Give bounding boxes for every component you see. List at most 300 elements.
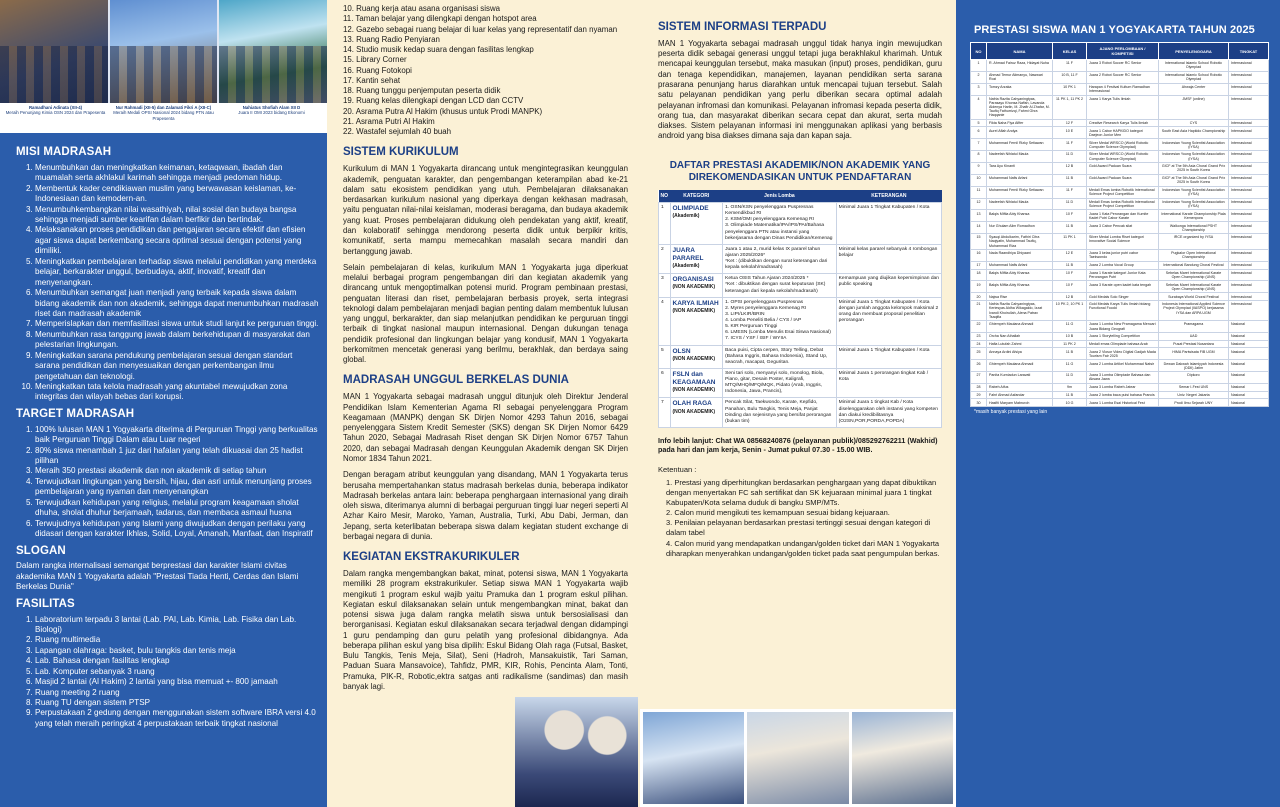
- cell-kategori: [670, 274, 723, 297]
- cell-no: 4: [971, 95, 987, 119]
- cell-kelas: 11 D: [1053, 151, 1087, 163]
- table-row: [971, 332, 1269, 340]
- list-item: 19. Ruang kelas dilengkapi dengan LCD dan CCTV: [343, 96, 524, 106]
- cell-no: 1: [971, 60, 987, 72]
- cell-no: 4: [659, 297, 671, 345]
- cell-no: 28: [971, 383, 987, 391]
- list-item: 3. Lapangan olahraga: basket, bulu tangkis dan tenis meja: [35, 646, 319, 656]
- panel-sistem-informasi: [640, 0, 956, 807]
- cell-ajang: Silver Medal Lomba Riset kategori Innovative Social Science: [1087, 234, 1159, 250]
- cell-kelas: 10 PK 2, 10 PK 1: [1053, 301, 1087, 321]
- students-photo: [515, 697, 638, 807]
- cell-tingkat: Internasional: [1229, 250, 1269, 262]
- list-item: 3. Penilaian pelayanan berdasarkan prestasi tertinggi sesuai dengan kategori di dalam tabel: [666, 518, 931, 538]
- cell-no: 19: [971, 281, 987, 293]
- photo-award-3: [219, 0, 327, 103]
- table-row: [971, 281, 1269, 293]
- cell-nama: Balqis Miftia Abiy Khansa: [987, 281, 1053, 293]
- cell-kategori: [670, 297, 723, 345]
- cell-no: 9: [971, 163, 987, 175]
- cell-tingkat: Internasional: [1229, 234, 1269, 250]
- list-item: 1. Laboratorium terpadu 3 lantai (Lab. PAI, Lab. Kimia, Lab. Fisika dan Lab. Biologi): [35, 615, 319, 636]
- cell-nama: Muhammad Nafis Arfani: [987, 261, 1053, 269]
- list-item: 15. Library Corner: [343, 55, 407, 65]
- cell-penyelenggara: GICF at The 5th Asia Choral Grand Prix 2025 in South Korea: [1159, 174, 1229, 186]
- table-row: [659, 244, 942, 274]
- kategori-sub: (NON AKADEMIK): [672, 284, 716, 291]
- panel-misi: [0, 0, 327, 807]
- table-row: [971, 60, 1269, 72]
- fasilitas-lanjut-list: [343, 4, 628, 137]
- cell-no: 6: [971, 127, 987, 139]
- cell-no: 2: [971, 71, 987, 83]
- table-row: [971, 83, 1269, 95]
- cell-penyelenggara: IRCE organized by IYSA: [1159, 234, 1229, 250]
- cell-penyelenggara: International Islamic School Robotic Olympiad: [1159, 60, 1229, 72]
- cell-tingkat: Nasional: [1229, 360, 1269, 372]
- cell-kategori: [670, 244, 723, 274]
- ekstra-heading: KEGIATAN EKSTRAKURIKULER: [343, 551, 520, 564]
- cell-penyelenggara: Pusat Prestasi Nusantara: [1159, 340, 1229, 348]
- cell-no: 27: [971, 372, 987, 384]
- cell-penyelenggara: GICF at The 5th Asia Choral Grand Prix 2025 in South Korea: [1159, 163, 1229, 175]
- cell-no: 26: [971, 360, 987, 372]
- cell-no: 10: [971, 174, 987, 186]
- cell-ajang: Gold Award Paduan Suara: [1087, 163, 1159, 175]
- kurikulum-paragraph: Selain pembelajaran di kelas, kurikulum MAN 1 Yogyakarta juga diperkuat melalui berbagai program pengembangan diri dan kegiatan akademik yang dirancang untuk mengoptimalkan potensi murid. Program pembinaan prestasi, penguatan literasi dan riset, pembelajaran berbasis proyek, serta integrasi teknologi dalam pembelajaran menjadi bagian penting dalam membentuk lulusan yang unggul, berkarakter, dan siap melanjutkan pendidikan ke perguruan tinggi terbaik di tingkat nasional maupun internasional. Dengan dukungan tenaga pendidik profesional dan lingkungan belajar yang kondusif, MAN 1 Yogyakarta berkomitmen mencetak generasi yang berilmu, berakhlak, dan berdaya saing global.: [343, 262, 628, 365]
- cell-tingkat: Nasional: [1229, 399, 1269, 407]
- table-row: [659, 368, 942, 398]
- cell-keterangan: Minimal Juara 1 perorangan tingkat Kab / Kota: [836, 368, 941, 398]
- cell-ajang: Juara 1 Cabor HAPKIDO kategori Daejeon Junior Men: [1087, 127, 1159, 139]
- cell-no: 2: [659, 244, 671, 274]
- cell-no: 21: [971, 301, 987, 321]
- cell-tingkat: Internasional: [1229, 186, 1269, 198]
- kategori-sub: (NON AKADEMIK): [672, 387, 716, 394]
- cell-penyelenggara: Sebelas Maret International Karate Open Championship (UNS): [1159, 281, 1229, 293]
- cell-tingkat: Internasional: [1229, 269, 1269, 281]
- cell-ajang: Gold Medals Karya Tulis Ilmiah bidang Functional Foodd: [1087, 301, 1159, 321]
- photo-caption: Nahiatus Shofiah Alam XII D Juara II OMI 2023 bidang Ekonomi: [238, 105, 305, 116]
- list-item: 2. Calon murid mengikuti tes kemampuan sesuai bidang kejuaraan.: [666, 508, 890, 518]
- cell-nama: Annaya Ardini Afsiya: [987, 348, 1053, 360]
- cell-ajang: Gold Award Paduan Suara: [1087, 174, 1159, 186]
- cell-kelas: 11 F: [1053, 139, 1087, 151]
- cell-no: 16: [971, 250, 987, 262]
- cell-penyelenggara: Indonesian Young Scientist Association (IYSA): [1159, 151, 1229, 163]
- cell-tingkat: Internasional: [1229, 261, 1269, 269]
- table-row: [971, 391, 1269, 399]
- list-item: 7. Ruang meeting 2 ruang: [35, 688, 319, 698]
- table-row: [971, 340, 1269, 348]
- cell-jenis: Ketua OSIS Tahun Ajaran 2024/2025 * *Ket : dibuktikan dengan surat keputusan (SK) keterangan dari kepala sekolah/madrasah): [723, 274, 837, 297]
- cell-penyelenggara: Ahwaja Center: [1159, 83, 1229, 95]
- list-item: 8. Menumbuhkan rasa tanggung jawab dalam berkehidupan di masyarakat dan pelestarian lingkungan.: [35, 330, 319, 351]
- cell-kelas: 11 PK 1: [1053, 234, 1087, 250]
- list-item: 13. Ruang Radio Penyiaran: [343, 34, 440, 44]
- list-item: 8. Ruang TU dengan sistem PTSP: [35, 698, 319, 708]
- cell-kelas: 12 B: [1053, 293, 1087, 301]
- cell-nama: Tara Ayu Kinanti: [987, 163, 1053, 175]
- cell-no: 30: [971, 399, 987, 407]
- list-item: 3. Menumbuhkembangkan nilai wasathiyah, nilai sosial dan budaya bangsa sehingga menjadi sumber kearifan dalam berfikir dan bertindak.: [35, 205, 319, 226]
- list-item: 1. Menumbuhkan dan meningkatkan keimanan, ketaqwaan, ibadah dan muamalah serta akhlakul karimah sehingga menjadi pedoman hidup.: [35, 163, 319, 184]
- cell-no: 13: [971, 210, 987, 222]
- cell-nama: Balqis Miftia Abiy Khansa: [987, 210, 1053, 222]
- cell-ajang: Juara 2 Robot Soccer RC Senior: [1087, 71, 1159, 83]
- table-row: [971, 383, 1269, 391]
- info-kontak: Info lebih lanjut: Chat WA 08568240876 (pelayanan publik)/085292762211 (Wakhid) pada hari dan jam kerja, Senin - Jumat pukul 07.30 - 15.00 WIB.: [658, 435, 938, 455]
- cell-no: 20: [971, 293, 987, 301]
- list-item: 14. Studio musik kedap suara dengan fasilitas lengkap: [343, 45, 534, 55]
- table-row: [971, 119, 1269, 127]
- daftar-prestasi-title: DAFTAR PRESTASI AKADEMIK/NON AKADEMIK YANG DIREKOMENDASIKAN UNTUK PENDAFTARAN: [669, 159, 931, 183]
- cell-tingkat: Internasional: [1229, 95, 1269, 119]
- cell-no: 24: [971, 340, 987, 348]
- cell-tingkat: Internasional: [1229, 139, 1269, 151]
- cell-nama: Fahri Ahmad Asfandar: [987, 391, 1053, 399]
- cell-no: 29: [971, 391, 987, 399]
- table-header: NO: [971, 43, 987, 60]
- cell-nama: Nadeefah Nihlatul Maula: [987, 198, 1053, 210]
- cell-no: 15: [971, 234, 987, 250]
- cell-ajang: Harapan 4 Festival Kultum Ramadhan Internasional: [1087, 83, 1159, 95]
- cell-penyelenggara: Indonesian Young Scientist Association (IYSA): [1159, 139, 1229, 151]
- kategori-name: ORGANISASI: [672, 276, 714, 284]
- cell-keterangan: Kemampuan yang diujikan kepemimpinan dan public speaking: [836, 274, 941, 297]
- cell-nama: Muhammad Nafis Arfani: [987, 174, 1053, 186]
- kurikulum-paragraph: Kurikulum di MAN 1 Yogyakarta dirancang untuk mengintegrasikan keunggulan akademik, penguatan karakter, dan pengembangan keterampilan abad ke-21 dalam satu ekosistem pendidikan yang utuh. Pembelajaran dilaksanakan berdasarkan kurikulum nasional yang diperkaya dengan kekhasan madrasah, yaitu penguatan nilai-nilai keislaman, moderasi beragama, dan budaya akademik yang kuat. Proses pembelajaran didukung oleh pendekatan yang aktif, kreatif, dan kolaboratif sehingga mendorong peserta didik untuk berpikir kritis, komunikatif, serta mampu memecahkan masalah secara mandiri dan bertanggung jawab.: [343, 164, 628, 256]
- cell-tingkat: Internasional: [1229, 119, 1269, 127]
- kurikulum-heading: SISTEM KURIKULUM: [343, 146, 459, 159]
- table-row: [971, 222, 1269, 234]
- list-item: 2. Ruang multimedia: [35, 635, 319, 645]
- table-row: [659, 203, 942, 245]
- cell-kelas: 10 B: [1053, 332, 1087, 340]
- cell-tingkat: Internasional: [1229, 83, 1269, 95]
- table-row: [659, 398, 942, 428]
- kategori-name: OLAH RAGA: [672, 400, 712, 408]
- kategori-name: OLSN: [672, 347, 691, 355]
- list-item: 21. Asrama Putri Al Hakim: [343, 116, 435, 126]
- cell-no: 1: [659, 203, 671, 245]
- cell-nama: Muhammad Fernil Rizky Setiawan: [987, 139, 1053, 151]
- cell-kelas: 11 F: [1053, 60, 1087, 72]
- list-item: 5. Lab. Komputer sebanyak 3 ruang: [35, 667, 319, 677]
- target-list: [26, 425, 319, 540]
- cell-ajang: Juara 2 lomba baca puisi bahasa Prancis: [1087, 391, 1159, 399]
- list-item: 17. Kantin sehat: [343, 75, 401, 85]
- list-item: 1. 100% lulusan MAN 1 Yogyakarta diterima di Perguruan Tinggi yang berkualitas baik Perguruan Tinggi Dalam atau Luar negeri: [35, 425, 319, 446]
- cell-kelas: 11 B: [1053, 174, 1087, 186]
- cell-ajang: Juara 1 Lomba New Pramagama Mencari Juara Bidang Geografi: [1087, 321, 1159, 333]
- table-row: [659, 274, 942, 297]
- list-item: 22. Wastafel sejumlah 40 buah: [343, 127, 452, 137]
- cell-tingkat: Internasional: [1229, 71, 1269, 83]
- cell-penyelenggara: South East Asia Hapkido Championship: [1159, 127, 1229, 139]
- cell-ajang: Juara 2 Lomba Vocal Group: [1087, 261, 1159, 269]
- cell-kelas: 11 B: [1053, 348, 1087, 360]
- cell-kategori: [670, 368, 723, 398]
- cell-kelas: 11 B: [1053, 391, 1087, 399]
- slogan-heading: SLOGAN: [16, 544, 66, 557]
- cell-penyelenggara: Sebelas Maret International Karate Open Championship (UNS): [1159, 269, 1229, 281]
- table-header: KETERANGAN: [836, 190, 941, 203]
- cell-tingkat: Internasional: [1229, 127, 1269, 139]
- cell-nama: Hasfiti Maryam Mabruroh: [987, 399, 1053, 407]
- cell-kelas: 11 F: [1053, 186, 1087, 198]
- cell-penyelenggara: Pramagama: [1159, 321, 1229, 333]
- cell-no: 12: [971, 198, 987, 210]
- footnote: *masih banyak prestasi yang lain: [974, 409, 1048, 416]
- cell-tingkat: Internasional: [1229, 151, 1269, 163]
- cell-kategori: [670, 345, 723, 368]
- cell-nama: Rabeh Aifus: [987, 383, 1053, 391]
- ketentuan-title: Ketentuan :: [658, 464, 697, 474]
- prestasi-table: [970, 42, 1269, 407]
- cell-nama: Tomzy Arzaka: [987, 83, 1053, 95]
- daftar-prestasi-table: [658, 190, 942, 428]
- list-item: 6. Terwujudnya kehidupan yang Islami yang diwujudkan dengan perilaku yang didasari dengan karakter Ikhlas, Solid, Loyal, Amanah, Manfaat, dan Inspiratif: [35, 519, 319, 540]
- cell-no: 5: [971, 119, 987, 127]
- cell-nama: Ghiempeh Maulana Ahmadi: [987, 360, 1053, 372]
- cell-jenis: 1. OPSI penyelenggara Puspresnas 2. Myres penyelenggara Kemenag RI 3. LIPI/LKIR/BRIN 4. Lomba Peneliti Belia / CYS / IAP 5. KIR Perguruan Tinggi 6. LMESN (Lomba Menulis Esai Siswa Nasional) 7. ICYS / YSF / ISIF / WYIIA: [723, 297, 837, 345]
- cell-nama: Hafia Lutufah Zahmi: [987, 340, 1053, 348]
- list-item: 6. Masjid 2 lantai (Al Hakim) 2 lantai yang bisa memuat +- 800 jamaah: [35, 677, 319, 687]
- photo-award-1: [0, 0, 108, 103]
- cell-nama: Nur Ghulam Alim Romadhon: [987, 222, 1053, 234]
- cell-penyelenggara: Pugkalor Open International Championship: [1159, 250, 1229, 262]
- cell-nama: Nadeefah Nihlatul Maula: [987, 151, 1053, 163]
- cell-no: 14: [971, 222, 987, 234]
- cell-kelas: 11 B: [1053, 261, 1087, 269]
- ketentuan-list: [658, 478, 942, 559]
- photo-lab: [852, 712, 953, 804]
- cell-ajang: Gold Medals Solo Singer: [1087, 293, 1159, 301]
- photo-caption: Ramadhani Adinata (XII-4) Meraih Penunjang Kimia OSN 2024 dan Prapesenta: [5, 105, 106, 116]
- cell-jenis: Seni tari solo, menyanyi solo, monolog, Biola, Piano, gitar, Desain Poster, Kaligrafi, MTQ/MHQ/MFQ/MQK, Pidato (Arab, Inggris, Indonesia, Jawa, Prancis),: [723, 368, 837, 398]
- cell-kelas: 11 B: [1053, 222, 1087, 234]
- cell-no: 7: [971, 139, 987, 151]
- cell-penyelenggara: HIMA Pariwisata FIB UGM: [1159, 348, 1229, 360]
- list-item: 4. Lab. Bahasa dengan fasilitas lengkap: [35, 656, 319, 666]
- cell-kelas: 10 F: [1053, 210, 1087, 222]
- cell-nama: Panita Kurniadun Laravati: [987, 372, 1053, 384]
- panel-prestasi: [956, 0, 1280, 807]
- table-row: [971, 151, 1269, 163]
- cell-kelas: 12 F: [1053, 119, 1087, 127]
- cell-penyelenggara: UAD: [1159, 332, 1229, 340]
- cell-tingkat: Nasional: [1229, 332, 1269, 340]
- cell-ajang: Medali Emas lomba Robotik International Science Project Competition: [1087, 198, 1159, 210]
- cell-penyelenggara: International Karate Championship Piala Kemenpora: [1159, 210, 1229, 222]
- table-row: [971, 234, 1269, 250]
- table-header: NO: [659, 190, 671, 203]
- cell-ajang: Medali Emas lomba Robotik International Science Project Competition: [1087, 186, 1159, 198]
- cell-ajang: Juara 1 Lomba Esai Historical Fest: [1087, 399, 1159, 407]
- list-item: 9. Perpustakaan 2 gedung dengan menggunakan sistem software IBRA versi 4.0 yang telah meraih peringkat 4 perpustakaan terbaik tingkat nasional: [35, 708, 319, 729]
- cell-tingkat: Nasional: [1229, 383, 1269, 391]
- table-row: [971, 293, 1269, 301]
- cell-ajang: Medali emas Olimpiade bahasa Arab: [1087, 340, 1159, 348]
- cell-penyelenggara: Univ. Negeri Jakarta: [1159, 391, 1229, 399]
- list-item: 4. Calon murid yang mendapatkan undangan/golden ticket dari MAN 1 Yogyakarta diharapkan menyerahkan undangan/golden ticket pada saat pengumpulan berkas.: [666, 538, 940, 558]
- cell-no: 6: [659, 368, 671, 398]
- table-row: [971, 372, 1269, 384]
- kategori-sub: (NON AKADEMIK): [672, 355, 716, 362]
- fasilitas-list: [26, 615, 319, 730]
- cell-no: 22: [971, 321, 987, 333]
- table-header: KELAS: [1053, 43, 1087, 60]
- cell-no: 7: [659, 398, 671, 428]
- cell-tingkat: Internasional: [1229, 301, 1269, 321]
- cell-tingkat: Internasional: [1229, 210, 1269, 222]
- cell-ajang: Juara 1 Karate kategori Junior Kata Perorangan Putri: [1087, 269, 1159, 281]
- cell-nama: Balqis Miftia Abiy Khansa: [987, 269, 1053, 281]
- table-row: [971, 348, 1269, 360]
- list-item: 10. Meningkatkan tata kelola madrasah yang akuntabel mewujudkan zona integritas dan wilayah bebas dari korupsi.: [35, 382, 319, 403]
- list-item: 5. Meningkatkan pembelajaran terhadap siswa melalui pendidikan yang merdeka belajar, berkarakter unggul, berbudaya, aktif, inovatif, kreatif dan menyenangkan.: [35, 257, 319, 288]
- cell-keterangan: Minimal Juara 1 tingkat Kab / Kota diselenggarakan oleh instansi yang kompeten dan diakui kredibilitasnya (O2SN,POR,PORDA,POPDA): [836, 398, 941, 428]
- cell-tingkat: Nasional: [1229, 340, 1269, 348]
- panel-kurikulum: [327, 0, 640, 807]
- cell-no: 8: [971, 151, 987, 163]
- cell-ajang: Silver Medal WRSCO (World Robotic Computer Science Olympiad): [1087, 139, 1159, 151]
- table-header: NAMA: [987, 43, 1053, 60]
- table-row: [971, 198, 1269, 210]
- cell-jenis: Juara 1 atau 2, murid kelas IX pararel tahun ajaran 2025/2026* *Ket : (dibuktikan dengan surat keterangan dari kepala sekolah/madrasah): [723, 244, 837, 274]
- table-row: [971, 163, 1269, 175]
- table-row: [659, 345, 942, 368]
- cell-no: 23: [971, 332, 987, 340]
- cell-tingkat: Nasional: [1229, 372, 1269, 384]
- cell-nama: Ghiempeh Maulana Ahmadi: [987, 321, 1053, 333]
- kategori-name: OLIMPIADE: [672, 205, 709, 213]
- cell-penyelenggara: International Bandung Choral Festival: [1159, 261, 1229, 269]
- list-item: 1. Prestasi yang diperhitungkan berdasarkan penghargaan yang dapat dibuktikan dengan menyertakan FC sah sertifikat dan SK kejuaraan minimal juara 1 tingkat Kabupaten/Kota selama duduk di bangku SMP/MTs.: [666, 477, 937, 508]
- cell-kelas: 11 PK 1, 11 PK 2: [1053, 95, 1087, 119]
- cell-no: 17: [971, 261, 987, 269]
- unggul-paragraph: Dengan beragam atribut keunggulan yang disandang, MAN 1 Yogyakarta terus berusaha mempertahankan status madrasah berkelas dunia, beberapa indikator Madrasah berkelas antara lain: beberapa penghargaan internasional yang diraih oleh siswa, diterimanya alumni di berbagai perguruan tinggi luar negeri seperti Al Azhar Kairo Mesir, Maroko, Yaman, Australia, Turki, Abu Dabi, Jerman, dan Jepang, serta keterlibatan beberapa siswa dalam kegiatan student exchange di berbagai negara di dunia.: [343, 470, 628, 541]
- table-row: [971, 399, 1269, 407]
- cell-no: 3: [659, 274, 671, 297]
- kategori-sub: (NON AKADEMIK): [672, 408, 716, 415]
- table-row: [971, 174, 1269, 186]
- cell-kelas: 11 G: [1053, 360, 1087, 372]
- unggul-paragraph: MAN 1 Yogyakarta sebagai madrasah unggul ditunjuk oleh Direktur Jenderal Pendidikan Islam Kementerian Agama RI sebagai penyelenggara Program Keagamaan (MANPK) dengan SK Dirjen Nomor 4293 Tahun 2016, sebagai penyelenggara Sistem Kredit Semester (SKS) dengan SK Dirjen Nomor 6429 Tahun 2020, Sebagai Madrasah Riset dengan SK Dirjen Nomor 6757 Tahun 2020, dan sebagai Madrasah dengan Keunggulan Akademik dengan SK Dirjen Nomor 1834 Tahun 2021.: [343, 392, 628, 463]
- cell-ajang: Silver Medal WRSCO (World Robotic Computer Science Olympiad): [1087, 151, 1159, 163]
- list-item: 4. Terwujudkan lingkungan yang bersih, hijau, dan asri untuk menunjang proses pembelajaran yang nyaman dan menyenangkan: [35, 477, 319, 498]
- cell-kelas: 12 E: [1053, 250, 1087, 262]
- table-row: [971, 360, 1269, 372]
- misi-heading: MISI MADRASAH: [16, 146, 112, 158]
- fasilitas-heading: FASILITAS: [16, 597, 75, 610]
- photo-strip-bottom: [640, 709, 956, 807]
- cell-nama: Nada Raandhiya Dhiyaani: [987, 250, 1053, 262]
- cell-kelas: 10 B, 11 F: [1053, 71, 1087, 83]
- cell-tingkat: Internasional: [1229, 293, 1269, 301]
- cell-tingkat: Internasional: [1229, 163, 1269, 175]
- cell-penyelenggara: Surabaya World Choral Festival: [1159, 293, 1229, 301]
- table-row: [971, 71, 1269, 83]
- photo-classroom: [747, 712, 848, 804]
- kategori-sub: (NON AKADEMIK): [672, 307, 716, 314]
- table-header: AJANG PERLOMBAAN / KOMPETISI: [1087, 43, 1159, 60]
- table-row: [971, 210, 1269, 222]
- cell-no: 3: [971, 83, 987, 95]
- kategori-name: JUARA PARAREL: [672, 246, 704, 262]
- cell-penyelenggara: Indonesia International Applied Science Project Olympiad (IIASPO) kerjasama IYSA dan ARPA UGM: [1159, 301, 1229, 321]
- cell-penyelenggara: Dewan Dakwah Islamiyyah Indonesia (DDII) Jatim: [1159, 360, 1229, 372]
- cell-tingkat: Nasional: [1229, 321, 1269, 333]
- list-item: 5. Terwujudkan kehidupan yang religius, melalui program keagamaan sholat dhuha, sholat dhuhur berjamaah, tadarus, dan membaca asmaul husna: [35, 498, 319, 519]
- table-header: KATEGORI: [670, 190, 723, 203]
- cell-penyelenggara: Semar I-Fest UNS: [1159, 383, 1229, 391]
- cell-ajang: Juara 1 Storytelling Competition: [1087, 332, 1159, 340]
- sit-heading: SISTEM INFORMASI TERPADU: [658, 21, 827, 33]
- cell-tingkat: Nasional: [1229, 348, 1269, 360]
- cell-penyelenggara: Dipkoro: [1159, 372, 1229, 384]
- cell-kategori: [670, 398, 723, 428]
- list-item: 16. Ruang Fotokopi: [343, 65, 412, 75]
- list-item: 18. Ruang tunggu penjemputan peserta didik: [343, 86, 501, 96]
- table-row: [971, 95, 1269, 119]
- cell-kelas: 10 PK 1: [1053, 83, 1087, 95]
- cell-kelas: 11 D: [1053, 198, 1087, 210]
- kategori-sub: (Akademik): [672, 263, 700, 270]
- misi-list: [26, 163, 319, 403]
- kategori-name: FSLN dan KEAGAMAAN: [672, 370, 716, 387]
- cell-keterangan: Minimal Juara 1 Tingkat Kabupaten / Kota dengan jumlah anggota kelompok maksimal 2 orang dan membuat proposal penelitian perorangan: [836, 297, 941, 345]
- kategori-sub: (Akademik): [672, 213, 700, 220]
- cell-nama: Fikta Naha Fiya Afifer: [987, 119, 1053, 127]
- cell-no: 11: [971, 186, 987, 198]
- cell-keterangan: Minimal Juara 1 Tingkat Kabupaten / Kota: [836, 345, 941, 368]
- kategori-name: KARYA ILMIAH: [672, 299, 719, 307]
- cell-ajang: Juara 3 Lomba Olimpiade Bahasa dan Aksara Jawa: [1087, 372, 1159, 384]
- table-header: PENYELENGGARA: [1159, 43, 1229, 60]
- table-row: [659, 297, 942, 345]
- cell-keterangan: Minimal kelas pararel sebanyak 4 rombongan belajar: [836, 244, 941, 274]
- cell-ajang: Juara 3 Cabor Pencak silat: [1087, 222, 1159, 234]
- photo-captions: [0, 103, 327, 133]
- cell-penyelenggara: Prodi Ilmu Sejarah UNY: [1159, 399, 1229, 407]
- cell-ajang: Juara 3 kelas junior putri cabor Taekwondo: [1087, 250, 1159, 262]
- cell-kelas: 9m: [1053, 383, 1087, 391]
- cell-ajang: Juara 2 Vlosor Video Digital Gadjah Mada Tourism Fair 2025: [1087, 348, 1159, 360]
- list-item: 11. Taman belajar yang dilengkapi dengan hotspot area: [343, 14, 537, 24]
- cell-jenis: Baca puisi, Cipta cerpen, Story Telling, Debat (Bahasa Inggris, Bahasa Indonesia), Stand Up, seacrah, macapat, Geguritan.: [723, 345, 837, 368]
- cell-tingkat: Internasional: [1229, 60, 1269, 72]
- photo-caption: Nur Rahmadi (XII-5) dan Zalamati Fikri A (XII-C) Meraih Medali OPSI Nasional 2024 bidang PTN atau Prapesenta: [113, 105, 214, 121]
- cell-ajang: Juara 1 Kata Perorangan dan Kumite Kadet Putri Cabor Karate: [1087, 210, 1159, 222]
- cell-penyelenggara: CYS: [1159, 119, 1229, 127]
- cell-ajang: Juara 1 Karya Tulis Ilmiah: [1087, 95, 1159, 119]
- table-row: [971, 269, 1269, 281]
- photo-strip: [0, 0, 327, 103]
- list-item: 9. Meningkatkan sarana pendukung pembelajaran sesuai dengan standart sarana pendidikan dan menyesuaikan dengan perkembangan ilmu pengetahuan dan teknologi.: [35, 351, 319, 382]
- cell-no: 5: [659, 345, 671, 368]
- prestasi-title: PRESTASI SISWA MAN 1 YOGYAKARTA TAHUN 2025: [974, 24, 1255, 36]
- photo-award-2: [110, 0, 218, 103]
- cell-jenis: Pencak Silat, Taekwondo, Karate, Kepfido, Panahan, Bulu Tangkis, Tenis Meja, Panjat Dinding dan sejenisnya yang bersifat perorangan (bukan tim): [723, 398, 837, 428]
- table-row: [971, 250, 1269, 262]
- cell-penyelenggara: Indonesian Young Scientist Association (IYSA): [1159, 198, 1229, 210]
- cell-nama: Nafria Razita Cahyaningtyas, Parasayu Khonsa Nafish, Lavanda Aldenya Harlin, M. Zhafir Al Zhafar, M. Taufiq Fathurrizqi, Fahmi Ghra Haqqanie: [987, 95, 1053, 119]
- cell-kelas: 10 E: [1053, 127, 1087, 139]
- list-item: 10. Ruang kerja atau asana organisasi siswa: [343, 4, 501, 13]
- target-heading: TARGET MADRASAH: [16, 407, 135, 420]
